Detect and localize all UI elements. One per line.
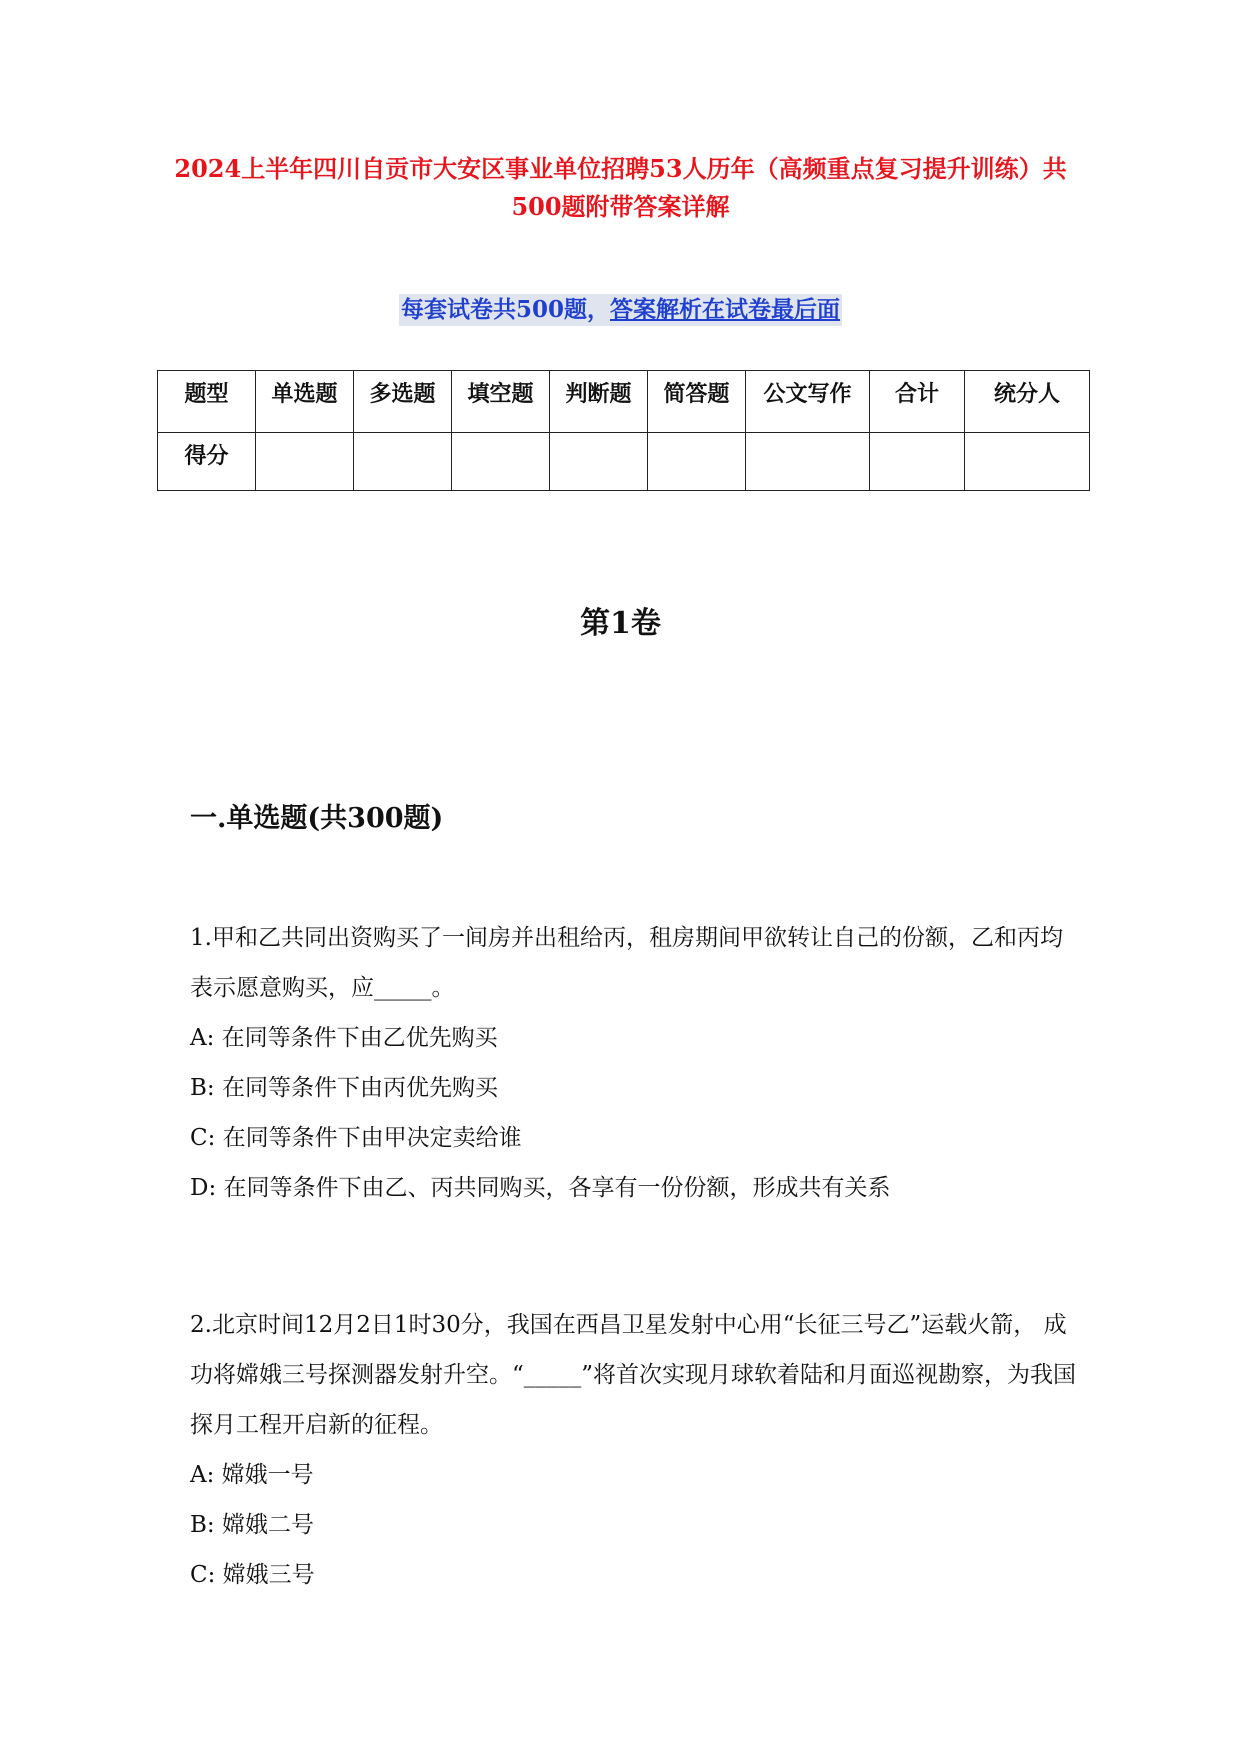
header-cell-official-writing: 公文写作 xyxy=(746,371,870,433)
score-cell xyxy=(870,433,965,491)
subtitle xyxy=(399,294,842,326)
section-title: 一.单选题(共300题) xyxy=(190,803,444,834)
score-table xyxy=(157,370,1090,491)
score-cell xyxy=(746,433,870,491)
header-cell-total: 合计 xyxy=(870,371,965,433)
option-b: B: 嫦娥二号 xyxy=(190,1512,314,1538)
option-c: C: 嫦娥三号 xyxy=(190,1562,315,1588)
option-d: D: 在同等条件下由乙、丙共同购买，各享有一份份额，形成共有关系 xyxy=(190,1175,891,1201)
subtitle-banner xyxy=(0,294,1241,326)
subtitle-part1: 每套试卷共500题， xyxy=(400,296,610,323)
header-cell-multi-choice: 多选题 xyxy=(354,371,452,433)
option-b: B: 在同等条件下由丙优先购买 xyxy=(190,1075,498,1101)
document-title: 2024上半年四川自贡市大安区事业单位招聘53人历年（高频重点复习提升训练）共500题附带答案详解 xyxy=(174,154,1067,221)
option-a: A: 在同等条件下由乙优先购买 xyxy=(190,1025,498,1051)
score-cell xyxy=(965,433,1090,491)
score-cell xyxy=(550,433,648,491)
header-cell-fill-blank: 填空题 xyxy=(452,371,550,433)
question-1 xyxy=(190,913,1080,1213)
score-cell xyxy=(648,433,746,491)
score-cell xyxy=(354,433,452,491)
score-table-score-row xyxy=(158,433,1090,491)
option-c: C: 在同等条件下由甲决定卖给谁 xyxy=(190,1125,522,1151)
score-table-header-row xyxy=(158,371,1090,433)
score-cell xyxy=(256,433,354,491)
volume-title: 第1卷 xyxy=(580,606,661,641)
header-cell-true-false: 判断题 xyxy=(550,371,648,433)
score-cell xyxy=(452,433,550,491)
header-cell-short-answer: 简答题 xyxy=(648,371,746,433)
question-2 xyxy=(190,1300,1080,1600)
subtitle-part2: 答案解析在试卷最后面 xyxy=(610,296,840,323)
header-cell-scorer: 统分人 xyxy=(965,371,1090,433)
question-stem: 2.北京时间12月2日1时30分，我国在西昌卫星发射中心用“长征三号乙”运载火箭， 成功将嫦娥三号探测器发射升空。“_____”将首次实现月球软着陆和月面巡视勘察，为我国探月工程开启新的征程。 xyxy=(190,1312,1077,1438)
question-stem: 1.甲和乙共同出资购买了一间房并出租给丙，租房期间甲欲转让自己的份额，乙和丙均表示愿意购买，应_____。 xyxy=(190,925,1063,1001)
header-cell-type: 题型 xyxy=(158,371,256,433)
option-a: A: 嫦娥一号 xyxy=(190,1462,314,1488)
header-cell-single-choice: 单选题 xyxy=(256,371,354,433)
score-row-label: 得分 xyxy=(158,433,256,491)
